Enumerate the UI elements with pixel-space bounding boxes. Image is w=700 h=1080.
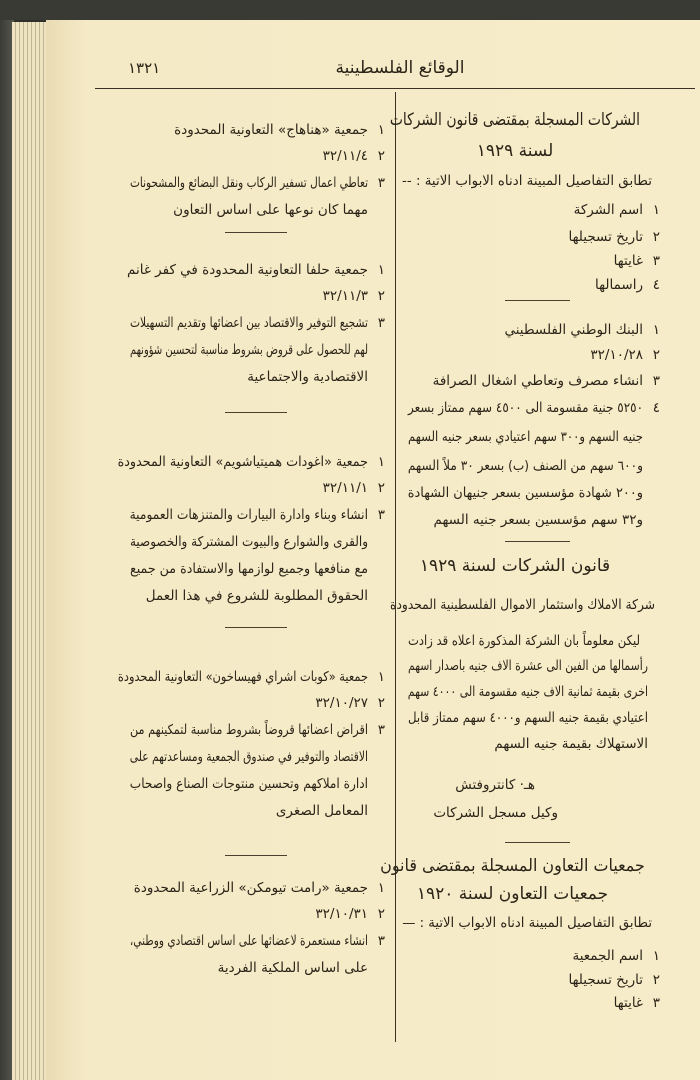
notice-paragraph-line: اعتيادي بقيمة جنيه السهم و٤٠٠٠ سهم ممتاز قابل	[408, 710, 648, 726]
item-number: ٢	[377, 480, 385, 496]
section-separator	[505, 842, 570, 843]
page-number: ١٣٢١	[128, 59, 161, 77]
page-edges	[12, 22, 48, 1080]
section-separator	[505, 300, 570, 301]
society-purpose-line: لهم للحصول على قروض بشروط مناسبة لتحسين شؤونهم	[129, 342, 368, 358]
item-number: ٤	[652, 400, 660, 416]
date-value: ٣٢/١٠/٢٧	[315, 695, 368, 711]
company-capital-line: و٦٠٠ سهم من الصنف (ب) بسعر ٣٠ ملاً السهم	[407, 458, 643, 474]
society-purpose-line: ادارة املاكهم وتحسين منتوجات الصناع واصحاب	[129, 776, 368, 792]
society-purpose-line: الحقوق المطلوبة للشروع في هذا العمل	[145, 588, 368, 604]
section-separator	[505, 541, 570, 542]
item-number: ١	[377, 454, 385, 470]
running-header-title: الوقائع الفلسطينية	[335, 58, 465, 78]
notice-paragraph-line: ليكن معلوماً بان الشركة المذكورة اعلاه قد زادت	[408, 633, 640, 649]
society-purpose-line: المعامل الصغرى	[275, 803, 368, 819]
item-number: ١	[652, 322, 660, 338]
society-purpose-line: على اساس الملكية الفردية	[217, 960, 368, 976]
society-purpose-line: تعاطي اعمال تسفير الركاب ونقل البضائع والمشحونات	[130, 175, 368, 191]
registration-date	[315, 691, 368, 715]
society-purpose-line: انشاء مستعمرة لاعضائها على اساس اقتصادي ووطني،	[129, 933, 368, 949]
item-number: ١	[377, 880, 385, 896]
society-purpose-line: انشاء وبناء وادارة البيارات والمتنزهات العمومية	[129, 507, 368, 523]
registration-date	[323, 476, 368, 500]
society-purpose-line: تشجيع التوفير والاقتصاد بين اعضائها وتقديم التسهيلات	[130, 315, 368, 331]
item-number: ٣	[377, 722, 385, 738]
society-name: جمعية حلفا التعاونية المحدودة في كفر غانم	[126, 262, 368, 278]
item-number: ٣	[652, 995, 660, 1011]
notice-paragraph-line: اخرى بقيمة ثمانية الاف جنيه مقسومة الى ٤٠٠٠ سهم	[407, 684, 648, 700]
notice-heading: قانون الشركات لسنة ١٩٢٩	[419, 556, 611, 576]
item-number: ٣	[652, 253, 660, 269]
society-name: جمعية «كوبات اشراي فهيساخون» التعاونية المحدودة	[117, 669, 368, 685]
item-number: ١	[652, 202, 660, 218]
field-label: غايتها	[613, 253, 643, 269]
item-number: ٣	[377, 507, 385, 523]
society-purpose-line: اقراض اعضائها قروضاً بشروط مناسبة لتمكينهم من	[130, 722, 368, 738]
item-number: ٢	[652, 229, 660, 245]
item-number: ٣	[652, 373, 660, 389]
field-label: راسمالها	[595, 277, 643, 293]
item-number: ٢	[377, 148, 385, 164]
section-title: لسنة ١٩٢٩	[476, 141, 554, 161]
item-number: ٢	[652, 972, 660, 988]
section-separator	[225, 627, 287, 628]
item-number: ٣	[377, 933, 385, 949]
company-capital-line: و٢٠٠ شهادة مؤسسين بسعر جنيهان الشهادة	[407, 485, 643, 501]
company-capital-line: ٥٢٥٠ جنية مقسومة الى ٤٥٠٠ سهم ممتاز بسعر	[408, 400, 644, 416]
date-value: ٣٢/١١/٣	[322, 288, 368, 304]
item-number: ٢	[377, 695, 385, 711]
field-label: غايتها	[613, 995, 643, 1011]
date-value: ٣٢/١٠/٢٨	[590, 347, 643, 363]
item-number: ٢	[377, 288, 385, 304]
society-name: جمعية «اغودات هميتياشويم» التعاونية المحدودة	[117, 454, 368, 470]
item-number: ٢	[652, 347, 660, 363]
section-separator	[225, 232, 287, 233]
scan-border	[0, 0, 700, 20]
society-purpose-line: والقرى والشوارع والبيوت المشتركة والخصوصية	[130, 534, 368, 550]
item-number: ٣	[377, 175, 385, 191]
item-number: ٣	[377, 315, 385, 331]
society-purpose-line: مع منافعها وجميع لوازمها والاستفادة من جميع	[129, 561, 368, 577]
company-name: البنك الوطني الفلسطيني	[504, 322, 643, 338]
signature-title: وكيل مسجل الشركات	[433, 805, 558, 821]
field-label: اسم الشركة	[573, 202, 643, 218]
society-purpose-line: الاقتصاد والتوفير في صندوق الجمعية ومساعدتهم على	[129, 749, 368, 765]
item-number: ١	[377, 669, 385, 685]
society-name: جمعية «رامت تيومكن» الزراعية المحدودة	[133, 880, 368, 896]
notice-paragraph-line: رأسمالها من الفين الى عشرة الاف جنيه باصدار اسهم	[408, 658, 648, 674]
signature-name: هـ· كانتروفتش	[455, 777, 535, 793]
item-number: ١	[377, 122, 385, 138]
company-capital-line: و٣٢ سهم مؤسسين بسعر جنيه السهم	[433, 512, 643, 528]
section-title: جمعيات التعاون لسنة ١٩٢٠	[416, 884, 609, 904]
registration-date	[323, 284, 368, 308]
company-purpose: انشاء مصرف وتعاطي اشغال الصرافة	[432, 373, 643, 389]
item-number: ١	[377, 262, 385, 278]
field-label: تاريخ تسجيلها	[568, 972, 643, 988]
date-value: ٣٢/١٠/٣١	[315, 906, 368, 922]
society-purpose-line: مهما كان نوعها على اساس التعاون	[173, 202, 368, 218]
item-number: ١	[652, 948, 660, 964]
society-name: جمعية «هناهاج» التعاونية المحدودة	[174, 122, 368, 138]
field-label: اسم الجمعية	[572, 948, 643, 964]
registration-date	[315, 902, 368, 926]
notice-company: شركة الاملاك واستثمار الاموال الفلسطينية المحدودة	[390, 597, 655, 613]
section-title: جمعيات التعاون المسجلة بمقتضى قانون	[380, 856, 645, 876]
section-separator	[225, 855, 287, 856]
society-purpose-line: الاقتصادية والاجتماعية	[247, 369, 368, 385]
company-capital-line: جنيه السهم و٣٠٠ سهم اعتيادي بسعر جنيه السهم	[408, 429, 643, 445]
section-intro: تطابق التفاصيل المبينة ادناه الابواب الاتية : —	[402, 915, 652, 931]
date-value: ٣٢/١١/٤	[322, 148, 368, 164]
item-number: ٢	[377, 906, 385, 922]
section-separator	[225, 412, 287, 413]
section-intro: تطابق التفاصيل المبينة ادناه الابواب الاتية : --	[402, 173, 652, 189]
field-label: تاريخ تسجيلها	[568, 229, 643, 245]
date-value: ٣٢/١١/١	[322, 480, 368, 496]
registration-date	[323, 144, 368, 168]
notice-paragraph-line: الاستهلاك بقيمة جنيه السهم	[494, 736, 648, 752]
section-title: الشركات المسجلة بمقتضى قانون الشركات	[389, 110, 640, 130]
header-rule	[95, 88, 695, 89]
item-number: ٤	[652, 277, 660, 293]
registration-date	[590, 343, 643, 367]
